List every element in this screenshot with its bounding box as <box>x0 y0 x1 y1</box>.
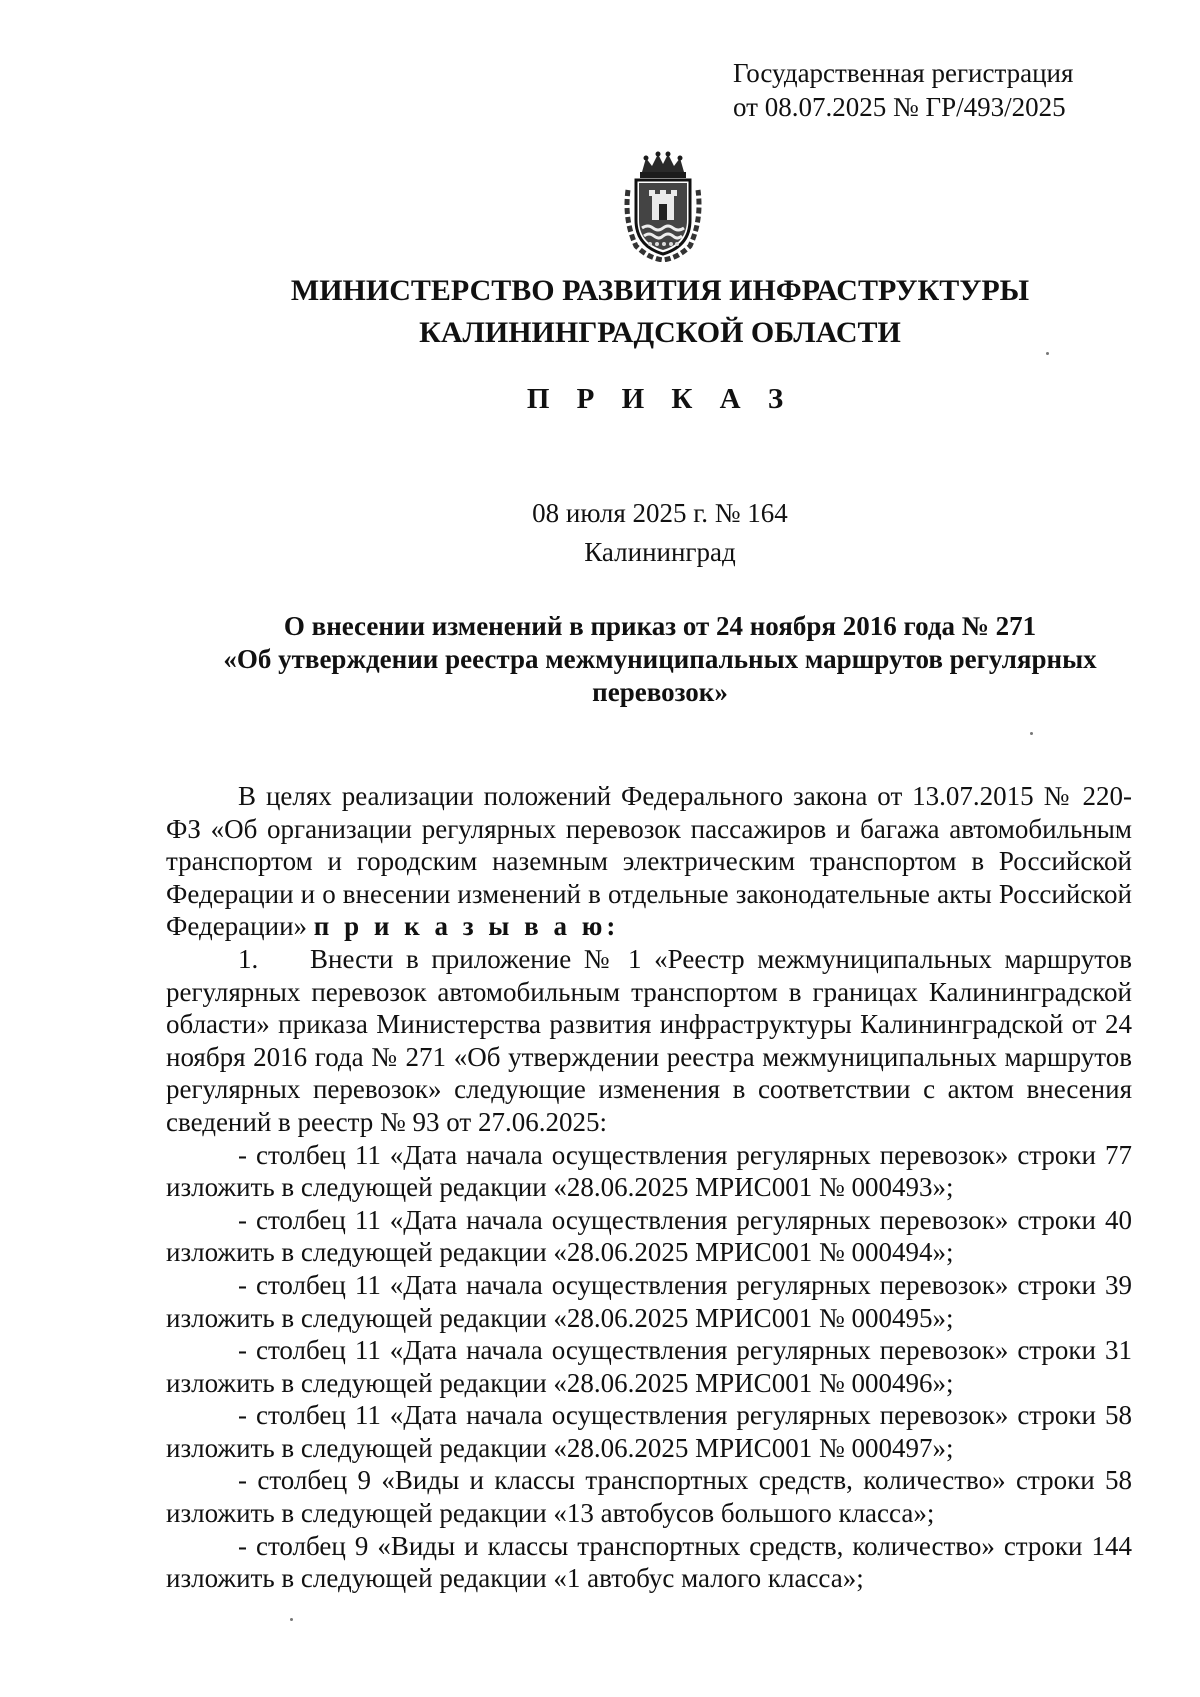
item-1-number: 1. <box>238 943 259 974</box>
ministry-heading <box>0 270 1200 354</box>
scan-speck <box>1030 732 1033 735</box>
registration-stamp <box>733 56 1153 124</box>
change-item: - столбец 11 «Дата начала осуществления регулярных перевозок» строки 31 изложить в следующей редакции «28.06.2025 МРИС001 № 000496»; <box>166 1335 1132 1398</box>
change-item: - столбец 11 «Дата начала осуществления регулярных перевозок» строки 77 изложить в следующей редакции «28.06.2025 МРИС001 № 000493»; <box>166 1139 1132 1203</box>
ministry-line-2: КАЛИНИНГРАДСКОЙ ОБЛАСТИ <box>419 316 901 349</box>
preamble-text: В целях реализации положений Федерального закона от 13.07.2015 № 220-ФЗ «Об организации регулярных перевозок пассажиров и багажа автомобильным транспортом и городским наземным электрическим транспортом в Российской Федерации и о внесении изменений в отдельные законодательные акты Российской Федерации» <box>166 781 1132 942</box>
registration-line-2: от 08.07.2025 № ГР/493/2025 <box>733 92 1066 122</box>
subject-line-3: перевозок» <box>592 677 728 707</box>
registration-line-1: Государственная регистрация <box>733 58 1074 88</box>
subject-line-2: «Об утверждении реестра межмуниципальных маршрутов регулярных <box>223 644 1097 674</box>
ministry-line-1: МИНИСТЕРСТВО РАЗВИТИЯ ИНФРАСТРУКТУРЫ <box>290 274 1030 307</box>
order-place: Калининград <box>584 537 736 567</box>
document-type-title: П Р И К А З <box>526 383 794 415</box>
order-body <box>166 780 1132 1595</box>
scan-speck <box>290 1618 293 1621</box>
subject-line-1: О внесении изменений в приказ от 24 ноября 2016 года № 271 <box>283 611 1037 641</box>
change-item: - столбец 9 «Виды и классы транспортных средств, количество» строки 58 изложить в следующей редакции «13 автобусов большого класса»; <box>166 1465 1132 1529</box>
date-and-place <box>0 494 1200 572</box>
order-word: п р и к а з ы в а ю: <box>313 911 620 942</box>
order-subject <box>190 610 1130 709</box>
change-item: - столбец 11 «Дата начала осуществления регулярных перевозок» строки 58 изложить в следующей редакции «28.06.2025 МРИС001 № 000497»; <box>166 1400 1132 1463</box>
scan-speck <box>1046 352 1049 355</box>
coat-of-arms-icon <box>622 150 704 262</box>
change-item: - столбец 11 «Дата начала осуществления регулярных перевозок» строки 39 изложить в следующей редакции «28.06.2025 МРИС001 № 000495»; <box>166 1269 1132 1333</box>
change-item: - столбец 11 «Дата начала осуществления регулярных перевозок» строки 40 изложить в следующей редакции «28.06.2025 МРИС001 № 000494»; <box>166 1204 1132 1268</box>
change-item: - столбец 9 «Виды и классы транспортных средств, количество» строки 144 изложить в следующей редакции «1 автобус малого класса»; <box>166 1530 1132 1594</box>
item-1-paragraph <box>166 943 1132 1139</box>
preamble-paragraph <box>166 780 1132 943</box>
order-date-number: 08 июля 2025 г. № 164 <box>532 498 788 528</box>
item-1-text: Внести в приложение № 1 «Реестр межмуниципальных маршрутов регулярных перевозок автомобильным транспортом в границах Калининградской области» приказа Министерства развития инфраструктуры Калининградской от 24 ноября 2016 года № 271 «Об утверждении реестра межмуниципальных маршрутов регулярных перевозок» следующие изменения в соответствии с актом внесения сведений в реестр № 93 от 27.06.2025: <box>166 943 1132 1137</box>
